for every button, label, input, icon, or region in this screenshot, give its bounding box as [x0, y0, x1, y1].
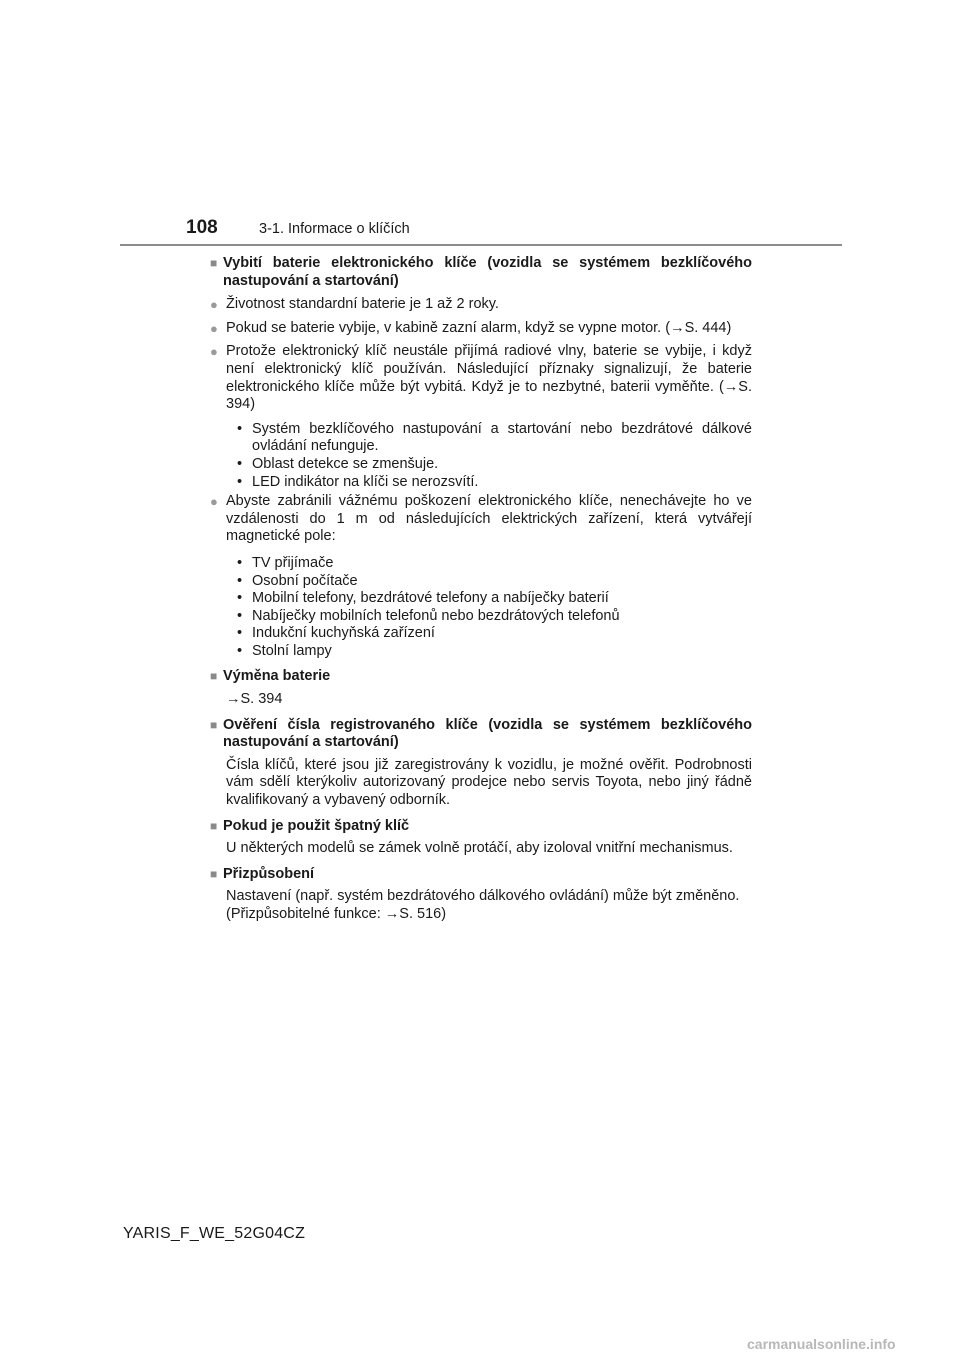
- sub-item: [237, 625, 752, 643]
- round-bullet-icon: ●: [210, 320, 218, 336]
- heading-text: Pokud je použit špatný klíč: [223, 817, 410, 834]
- dot-marker: •: [237, 607, 243, 624]
- bullet-text: Protože elektronický klíč neustále přijímá radiové vlny, baterie se vybije, i když není elektronický klíč používán. Následující příznaky signalizují, že baterie elektronického klíče může být vybitá. Když je to nezbytné, baterii vyměňte. (→S. 394): [226, 343, 752, 413]
- sub-text: LED indikátor na klíči se nerozsvítí.: [252, 473, 479, 490]
- section-title: 3-1. Informace o klíčích: [259, 221, 410, 237]
- dot-marker: •: [237, 420, 243, 437]
- dot-marker: •: [237, 572, 243, 589]
- bullet-item: [210, 493, 752, 546]
- bullet-item: [210, 296, 752, 314]
- bullet-text: Abyste zabránili vážnému poškození elektronického klíče, nenechávejte ho ve vzdálenosti do 1 m od následujících elektrických zařízení, která vytvářejí magnetické pole:: [226, 493, 752, 545]
- sub-list: [237, 421, 752, 491]
- body-text: Nastavení (např. systém bezdrátového dálkového ovládání) může být změněno. (Přizpůsobitelné funkce: →S. 516): [226, 888, 740, 922]
- square-bullet-icon: ■: [210, 818, 218, 833]
- sub-item: [237, 643, 752, 661]
- sub-text: Indukční kuchyňská zařízení: [252, 625, 435, 642]
- bullet-item: [210, 343, 752, 413]
- sub-item: [237, 573, 752, 591]
- sub-text: TV přijímače: [252, 554, 334, 571]
- sub-text: Systém bezklíčového nastupování a startování nebo bezdrátové dálkové ovládání nefunguje.: [252, 420, 752, 455]
- heading-customization: [210, 866, 752, 884]
- sub-item: [237, 555, 752, 573]
- bullet-text: Pokud se baterie vybije, v kabině zazní alarm, když se vypne motor. (→S. 444): [226, 319, 732, 336]
- body-text: Čísla klíčů, které jsou již zaregistrovány k vozidlu, je možné ověřit. Podrobnosti vám sdělí kterýkoliv autorizovaný prodejce nebo servis Toyota, nebo jiný řádně kvalifikovaný a vybavený odborník.: [226, 756, 752, 809]
- sub-text: Mobilní telefony, bezdrátové telefony a nabíječky baterií: [252, 590, 609, 607]
- body-text: →S. 394: [226, 691, 283, 708]
- sub-text: Stolní lampy: [252, 642, 332, 659]
- body-text: U některých modelů se zámek volně protáčí, aby izoloval vnitřní mechanismus.: [226, 840, 733, 857]
- square-bullet-icon: ■: [210, 717, 218, 732]
- heading-key-number-check: [210, 717, 752, 752]
- sub-item: [237, 608, 752, 626]
- sub-text: Osobní počítače: [252, 572, 358, 589]
- round-bullet-icon: ●: [210, 494, 218, 510]
- heading-text: Ověření čísla registrovaného klíče (vozidla se systémem bezklíčového nastupování a startování): [223, 716, 752, 751]
- square-bullet-icon: ■: [210, 256, 218, 270]
- round-bullet-icon: ●: [210, 297, 218, 313]
- footer-code: YARIS_F_WE_52G04CZ: [123, 1225, 306, 1242]
- sub-item: [237, 421, 752, 456]
- heading-text: Vybití baterie elektronického klíče (vozidla se systémem bezklíčového nastupování a startování): [223, 255, 752, 289]
- page-number: 108: [186, 217, 218, 238]
- page-content: [210, 255, 752, 924]
- sub-text: Oblast detekce se zmenšuje.: [252, 455, 439, 472]
- heading-wrong-key: [210, 818, 752, 836]
- header-rule: [120, 244, 842, 246]
- heading-battery-replacement: [210, 668, 752, 686]
- dot-marker: •: [237, 590, 243, 607]
- sub-list: [237, 555, 752, 661]
- sub-item: [237, 590, 752, 608]
- sub-item: [237, 456, 752, 474]
- watermark: carmanualsonline.info: [747, 1336, 896, 1352]
- bullet-text: Životnost standardní baterie je 1 až 2 roky.: [226, 296, 499, 313]
- dot-marker: •: [237, 554, 243, 571]
- square-bullet-icon: ■: [210, 866, 218, 881]
- sub-item: [237, 474, 752, 492]
- heading-battery-discharge: [210, 255, 752, 290]
- dot-marker: •: [237, 642, 243, 659]
- dot-marker: •: [237, 625, 243, 642]
- sub-text: Nabíječky mobilních telefonů nebo bezdrátových telefonů: [252, 607, 620, 624]
- dot-marker: •: [237, 473, 243, 490]
- round-bullet-icon: ●: [210, 344, 218, 360]
- heading-text: Výměna baterie: [223, 668, 331, 685]
- bullet-item: [210, 320, 752, 338]
- heading-text: Přizpůsobení: [223, 865, 315, 882]
- square-bullet-icon: ■: [210, 669, 218, 684]
- dot-marker: •: [237, 455, 243, 472]
